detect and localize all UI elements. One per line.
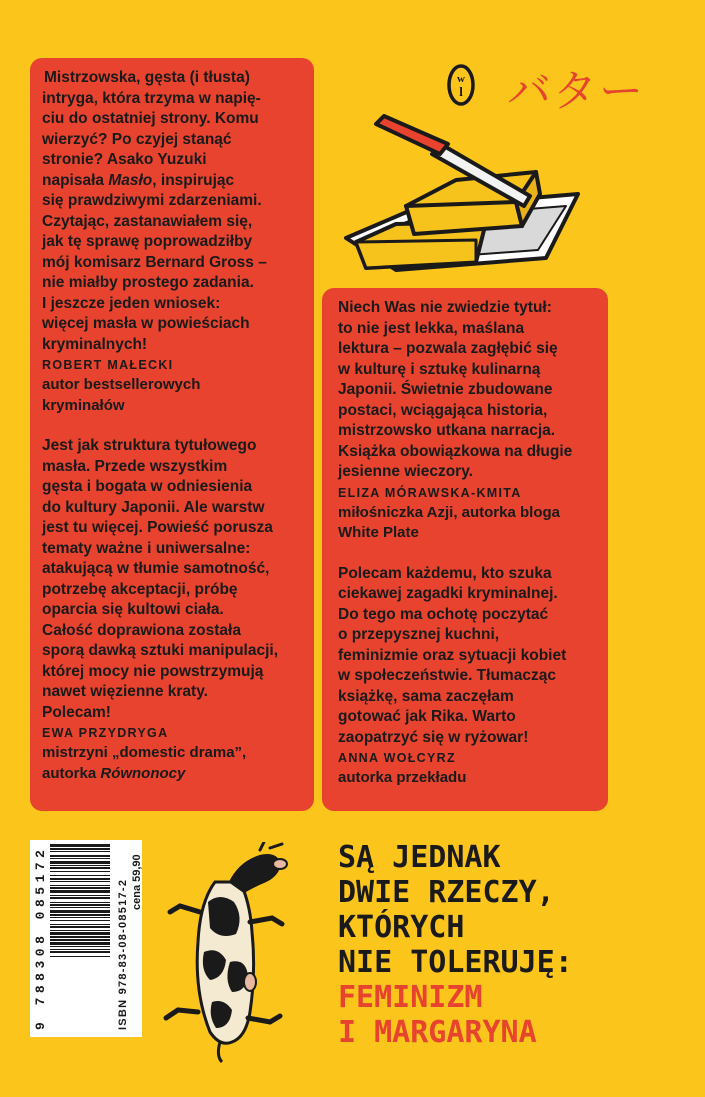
quote-line: stronie? Asako Yuzuki	[42, 151, 207, 168]
barcode-bar	[50, 865, 110, 866]
quote-line: Książka obowiązkowa na długie	[338, 442, 573, 460]
barcode-bar	[50, 904, 110, 906]
butter-knife-illustration	[336, 110, 596, 280]
quote-line: mistrzowsko utkana narracja.	[338, 422, 556, 439]
review-panel-left	[30, 58, 314, 811]
barcode-bar	[50, 917, 110, 918]
author-description: mistrzyni „domestic drama”,	[42, 744, 247, 761]
barcode-bar	[50, 936, 110, 938]
review-author: ANNA WOŁCYRZ	[338, 751, 456, 765]
quote-line: Polecam każdemu, kto szuka	[338, 564, 552, 582]
review-quote	[30, 68, 314, 416]
quote-line: intryga, która trzyma w napię-	[42, 89, 261, 107]
barcode-bar	[50, 887, 110, 889]
quote-line: to nie jest lekka, maślana	[338, 319, 525, 337]
quote-line: ciu do ostatniej strony. Komu	[42, 110, 259, 127]
quote-line: ciekawej zagadki kryminalnej.	[338, 585, 558, 602]
quote-line: Niech Was nie zwiedzie tytuł:	[338, 299, 552, 316]
barcode-bar	[50, 930, 110, 931]
barcode-bar	[50, 885, 110, 886]
author-description: miłośniczka Azji, autorka bloga	[338, 503, 560, 521]
barcode-bar	[50, 897, 110, 899]
barcode-bar	[50, 875, 110, 876]
review-author: ELIZA MÓRAWSKA-KMITA	[338, 485, 522, 500]
barcode-bar	[50, 878, 110, 880]
review-quote	[30, 436, 314, 784]
barcode-bar	[50, 920, 110, 921]
quote-line: jest tu więcej. Powieść porusza	[42, 519, 273, 536]
barcode-bar	[50, 844, 110, 847]
barcode-bar	[50, 926, 110, 928]
isbn-barcode	[30, 840, 142, 1037]
quote-line: wierzyć? Po czyjej stanąć	[42, 130, 232, 148]
barcode-bar	[50, 871, 110, 872]
slogan-line-highlight: I MARGARYNA	[338, 1015, 537, 1050]
slogan-line: KTÓRYCH	[338, 910, 465, 945]
barcode-bar	[50, 910, 110, 913]
quote-line: gotować jak Rika. Warto	[338, 708, 516, 725]
barcode-bar	[50, 942, 110, 945]
barcode-bar	[50, 902, 110, 903]
book-title: Równonocy	[100, 764, 186, 782]
barcode-bar	[50, 895, 110, 896]
quote-line: się prawdziwymi zdarzeniami.	[42, 192, 262, 209]
quote-line: Jest jak struktura tytułowego	[42, 437, 257, 454]
barcode-bar	[50, 861, 110, 864]
quote-line: Mistrzowska, gęsta (i tłusta)	[44, 69, 250, 86]
barcode-bar	[50, 851, 110, 852]
quote-line: nawet więzienne kraty.	[42, 683, 208, 700]
quote-line: w kulturę i sztukę kulinarną	[338, 360, 541, 378]
barcode-bar	[50, 932, 110, 935]
barcode-bar	[50, 939, 110, 941]
author-description: White Plate	[338, 524, 419, 541]
quote-line: kryminalnych!	[42, 335, 148, 353]
quote-line: mój komisarz Bernard Gross –	[42, 253, 267, 271]
author-description: autorka przekładu	[338, 769, 467, 786]
slogan-line: NIE TOLERUJĘ:	[338, 945, 573, 980]
review-quote	[322, 298, 608, 544]
quote-line: jesienne wieczory.	[338, 463, 473, 480]
quote-line: nie miałby prostego zadania.	[42, 274, 254, 291]
barcode-bar	[50, 890, 110, 893]
review-quote	[322, 564, 608, 789]
author-description: kryminałów	[42, 396, 125, 414]
quote-line: tematy ważne i uniwersalne:	[42, 539, 251, 557]
quote-line: zaopatrzyć się w ryżowar!	[338, 728, 529, 746]
book-title: Masło	[108, 171, 153, 189]
barcode-digits: 9 788308 085172	[33, 850, 48, 1030]
quote-line: masła. Przede wszystkim	[42, 457, 228, 475]
barcode-bar	[50, 956, 110, 957]
barcode-bar	[50, 848, 110, 850]
quote-line: napisała Masło, inspirując	[42, 171, 235, 189]
barcode-bar	[50, 858, 110, 859]
barcode-bar	[50, 914, 110, 916]
quote-line: książkę, sama zaczęłam	[338, 687, 514, 705]
cow-illustration	[160, 842, 310, 1064]
japanese-title: バター	[507, 66, 645, 117]
quote-line: Całość doprawiona została	[42, 621, 241, 639]
author-description: autorka Równonocy	[42, 764, 186, 782]
quote-line: lektura – pozwala zagłębić się	[338, 340, 558, 357]
price-text: cena 59,90	[131, 854, 142, 910]
barcode-bar	[50, 949, 110, 950]
barcode-bar	[50, 907, 110, 908]
quote-line: o przepysznej kuchni,	[338, 626, 500, 643]
quote-line: więcej masła w powieściach	[42, 315, 250, 332]
quote-line: w społeczeństwie. Tłumacząc	[338, 667, 556, 684]
quote-line: Czytając, zastanawiałem się,	[42, 212, 253, 230]
isbn-text: ISBN 978-83-08-08517-2	[117, 880, 129, 1030]
quote-line: jak tę sprawę poprowadziłby	[42, 233, 253, 250]
quote-line: sporą dawką sztuki manipulacji,	[42, 642, 279, 659]
quote-line: Polecam!	[42, 703, 111, 721]
publisher-logo	[441, 63, 481, 107]
slogan-line-highlight: FEMINIZM	[338, 980, 483, 1015]
quote-line: atakującą w tłumie samotność,	[42, 560, 270, 577]
barcode-bar	[50, 881, 110, 882]
quote-line: Do tego ma ochotę poczytać	[338, 605, 549, 623]
barcode-bar	[50, 855, 110, 857]
review-panel-right	[322, 288, 608, 811]
barcode-bar	[50, 867, 110, 869]
slogan-line: DWIE RZECZY,	[338, 875, 555, 910]
review-author: ROBERT MAŁECKI	[42, 358, 174, 372]
review-author: EWA PRZYDRYGA	[42, 726, 169, 740]
slogan-line: SĄ JEDNAK	[338, 840, 501, 875]
svg-text:l: l	[459, 84, 463, 99]
svg-text:w: w	[457, 73, 465, 85]
quote-line: oparcia się kultowi ciała.	[42, 601, 224, 618]
quote-line: gęsta i bogata w odniesienia	[42, 478, 253, 495]
quote-line: potrzebę akceptacji, próbę	[42, 580, 238, 598]
barcode-bar	[50, 946, 110, 947]
quote-line: której mocy nie powstrzymują	[42, 662, 264, 680]
quote-line: feminizmie oraz sytuacji kobiet	[338, 646, 567, 664]
cover-slogan	[338, 840, 573, 1050]
barcode-graphic	[30, 840, 142, 1037]
author-description: autor bestsellerowych	[42, 376, 201, 393]
barcode-bar	[50, 951, 110, 953]
quote-line: postaci, wciągająca historia,	[338, 401, 548, 419]
barcode-bar	[50, 924, 110, 925]
quote-line: do kultury Japonii. Ale warstw	[42, 498, 265, 516]
quote-line: I jeszcze jeden wniosek:	[42, 294, 221, 312]
quote-line: Japonii. Świetnie zbudowane	[338, 381, 553, 398]
